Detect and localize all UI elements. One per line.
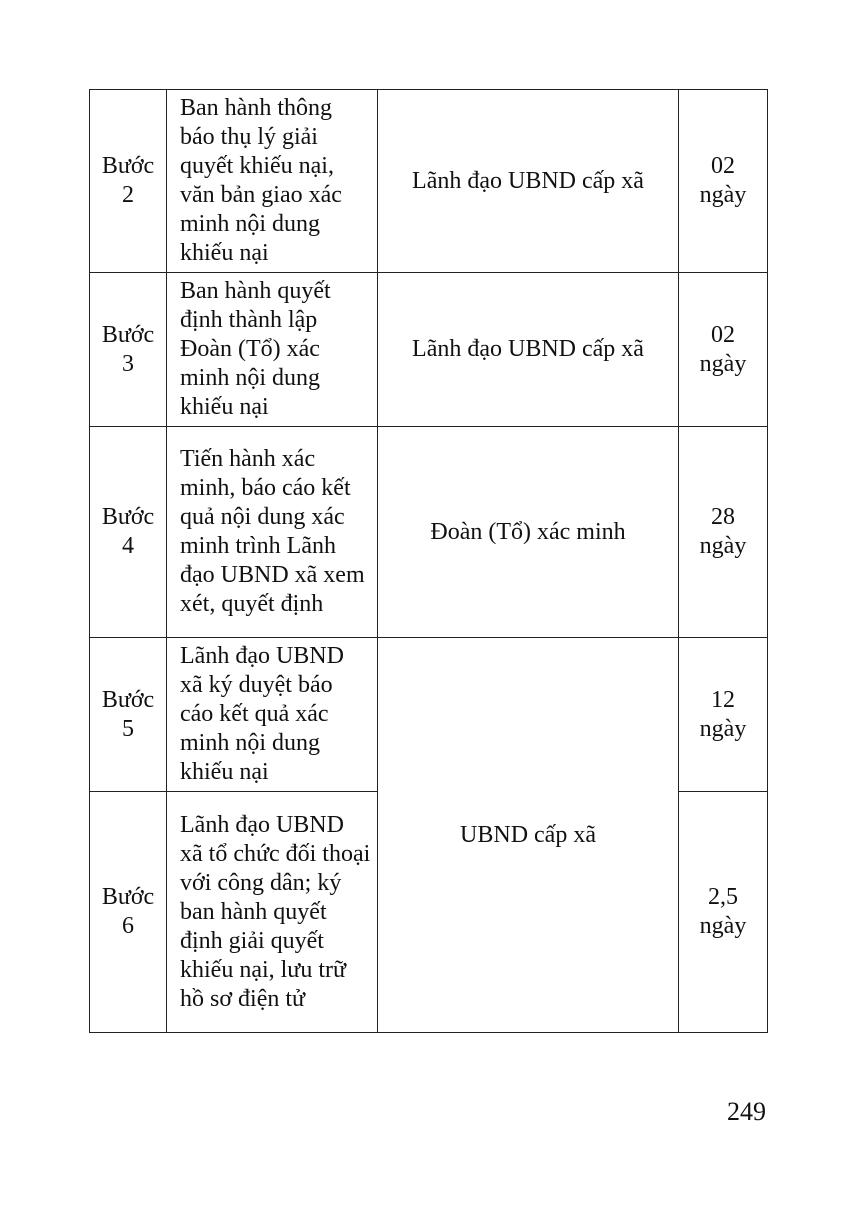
task-text: Lãnh đạo UBND xã tổ chức đối thoại với công dân; ký ban hành quyết định giải quyết khiếu nại, lưu trữ hồ sơ điện tử: [180, 811, 371, 1012]
page-number: 249: [727, 1097, 766, 1126]
step-number: 6: [122, 913, 134, 939]
time-value: 12: [711, 686, 735, 713]
table-row: [90, 273, 768, 427]
task-text: Ban hành quyết định thành lập Đoàn (Tổ) xác minh nội dung khiếu nại: [180, 278, 331, 420]
task-text: Ban hành thông báo thụ lý giải quyết khiếu nại, văn bản giao xác minh nội dung khiếu nại: [180, 95, 342, 266]
table-row: [90, 90, 768, 273]
step-number: 5: [122, 715, 134, 742]
step-label: Bước: [101, 504, 155, 530]
task-cell: [167, 273, 378, 427]
task-text: Lãnh đạo UBND xã ký duyệt báo cáo kết quả xác minh nội dung khiếu nại: [180, 643, 344, 785]
task-cell: [167, 90, 378, 273]
time-unit: ngày: [699, 715, 747, 742]
time-value: 02: [711, 321, 735, 348]
responsible-cell: UBND cấp xã: [378, 638, 679, 1033]
task-cell: [167, 427, 378, 638]
time-cell: [679, 792, 768, 1033]
step-cell: [90, 90, 167, 273]
task-cell: [167, 638, 378, 792]
step-label: Bước: [101, 686, 155, 713]
step-cell: [90, 273, 167, 427]
step-cell: [90, 638, 167, 792]
responsible-cell: Lãnh đạo UBND cấp xã: [378, 273, 679, 427]
step-number: 3: [122, 350, 134, 377]
step-cell: [90, 427, 167, 638]
time-unit: ngày: [699, 913, 747, 939]
responsible-cell: Đoàn (Tổ) xác minh: [378, 427, 679, 638]
time-unit: ngày: [699, 182, 747, 208]
step-label: Bước: [101, 884, 155, 910]
time-cell: [679, 427, 768, 638]
time-cell: [679, 273, 768, 427]
table-row: [90, 427, 768, 638]
time-value: 28: [711, 504, 735, 530]
time-cell: [679, 90, 768, 273]
time-value: 2,5: [708, 884, 738, 910]
step-number: 2: [122, 182, 134, 208]
time-unit: ngày: [699, 350, 747, 377]
responsible-cell: Lãnh đạo UBND cấp xã: [378, 90, 679, 273]
time-value: 02: [711, 153, 735, 179]
time-unit: ngày: [699, 533, 747, 559]
step-number: 4: [122, 533, 134, 559]
task-cell: [167, 792, 378, 1033]
procedure-table: [89, 89, 768, 1033]
time-cell: [679, 638, 768, 792]
task-text: Tiến hành xác minh, báo cáo kết quả nội dung xác minh trình Lãnh đạo UBND xã xem xét, quyết định: [180, 446, 365, 617]
step-cell: [90, 792, 167, 1033]
table-row: [90, 638, 768, 792]
step-label: Bước: [101, 321, 155, 348]
step-label: Bước: [101, 153, 155, 179]
